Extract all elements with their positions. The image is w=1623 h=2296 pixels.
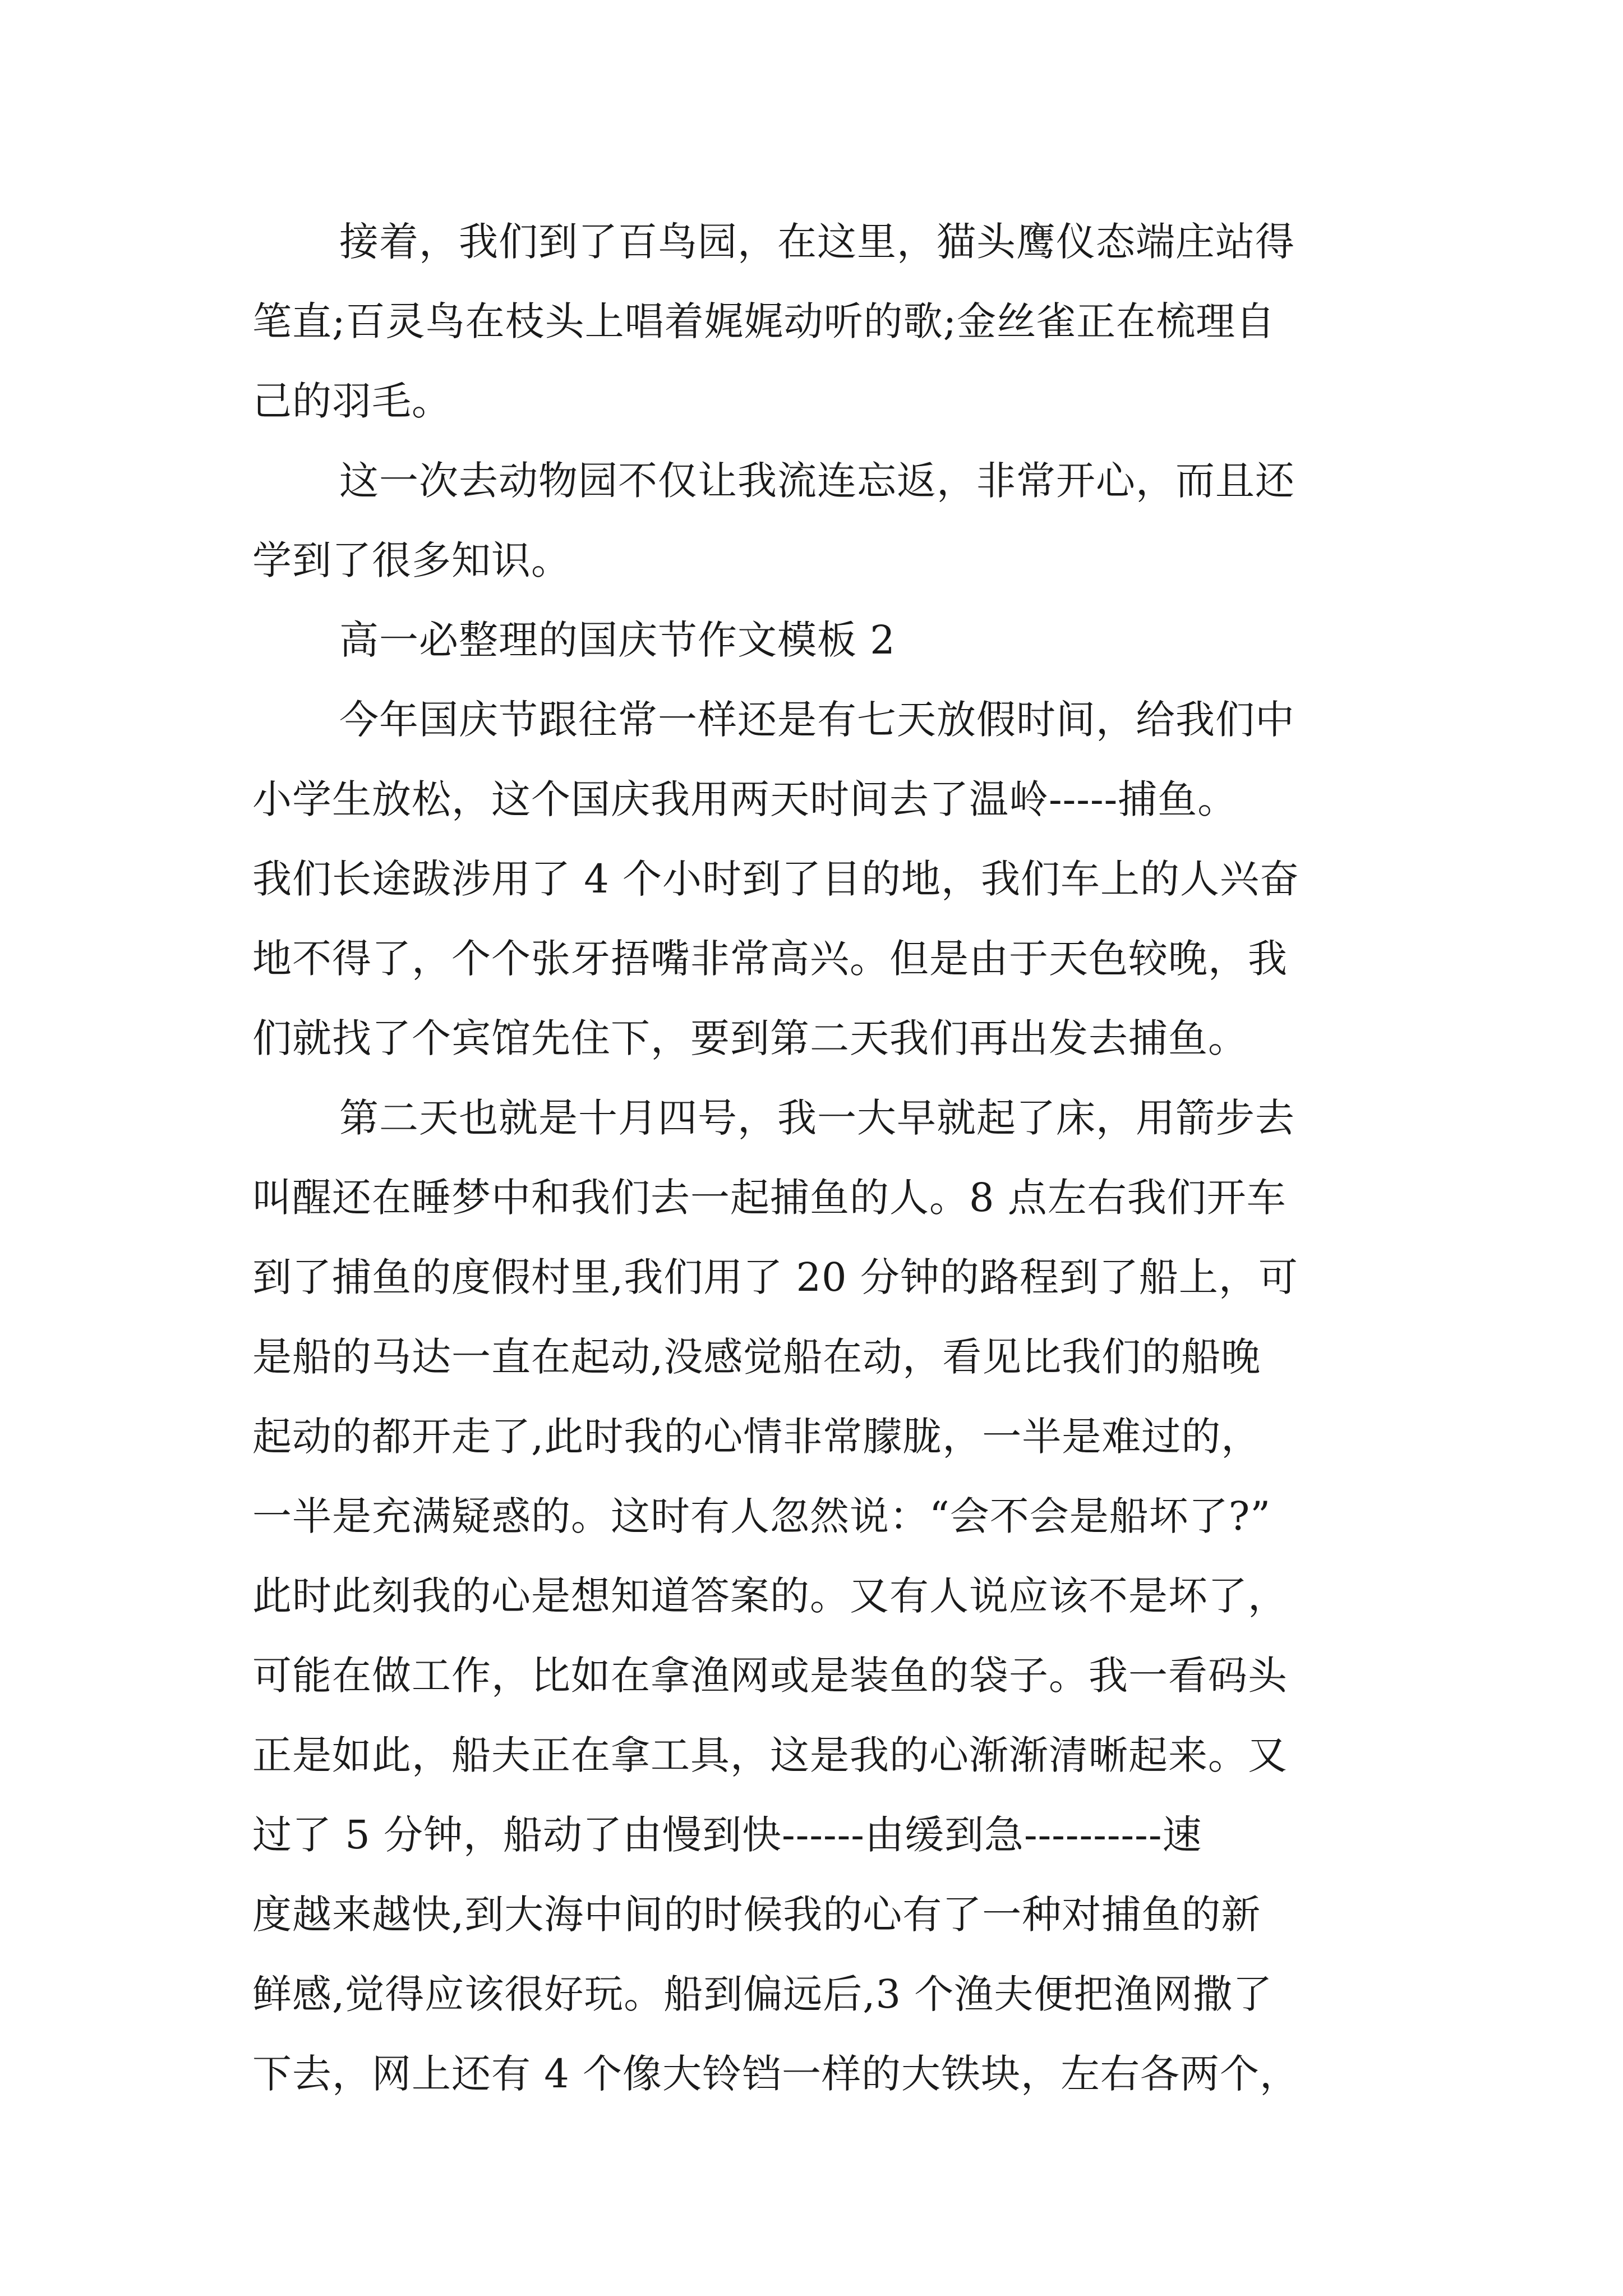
paragraph-line: 叫醒还在睡梦中和我们去一起捕鱼的人。8 点左右我们开车: [252, 1175, 1287, 1221]
paragraph-line: 地不得了，个个张牙捂嘴非常高兴。但是由于天色较晚，我: [252, 936, 1288, 982]
paragraph-line: 此时此刻我的心是想知道答案的。又有人说应该不是坏了，: [252, 1573, 1288, 1619]
paragraph-line: 接着，我们到了百鸟园，在这里，猫头鹰仪态端庄站得: [339, 219, 1295, 265]
paragraph-line: 过了 5 分钟，船动了由慢到快------由缓到急----------速: [252, 1812, 1202, 1858]
paragraph-line: 正是如此，船夫正在拿工具，这是我的心渐渐清晰起来。又: [252, 1732, 1288, 1778]
paragraph-line: 己的羽毛。: [252, 378, 451, 424]
paragraph-line: 今年国庆节跟往常一样还是有七天放假时间，给我们中: [339, 697, 1295, 743]
paragraph-line: 鲜感,觉得应该很好玩。船到偏远后,3 个渔夫便把渔网撒了: [252, 1971, 1273, 2017]
paragraph-line: 是船的马达一直在起动,没感觉船在动，看见比我们的船晚: [252, 1334, 1261, 1380]
paragraph-line: 们就找了个宾馆先住下，要到第二天我们再出发去捕鱼。: [252, 1015, 1248, 1061]
paragraph-line: 到了捕鱼的度假村里,我们用了 20 分钟的路程到了船上，可: [252, 1254, 1298, 1300]
paragraph-line: 可能在做工作，比如在拿渔网或是装鱼的袋子。我一看码头: [252, 1653, 1288, 1699]
paragraph-line: 起动的都开走了,此时我的心情非常朦胧，一半是难过的，: [252, 1414, 1261, 1460]
paragraph-line: 学到了很多知识。: [252, 537, 571, 583]
paragraph-line: 笔直;百灵鸟在枝头上唱着娓娓动听的歌;金丝雀正在梳理自: [252, 298, 1276, 344]
paragraph-line: 一半是充满疑惑的。这时有人忽然说：“会不会是船坏了?”: [252, 1493, 1271, 1539]
paragraph-line: 小学生放松，这个国庆我用两天时间去了温岭-----捕鱼。: [252, 776, 1238, 822]
paragraph-line: 下去，网上还有 4 个像大铃铛一样的大铁块，左右各两个，: [252, 2051, 1300, 2097]
paragraph-line: 度越来越快,到大海中间的时候我的心有了一种对捕鱼的新: [252, 1892, 1261, 1938]
paragraph-line: 我们长途跋涉用了 4 个小时到了目的地，我们车上的人兴奋: [252, 856, 1300, 902]
paragraph-line: 第二天也就是十月四号，我一大早就起了床，用箭步去: [339, 1095, 1295, 1141]
paragraph-line: 这一次去动物园不仅让我流连忘返，非常开心，而且还: [339, 458, 1295, 504]
section-heading: 高一必整理的国庆节作文模板 2: [339, 617, 896, 663]
